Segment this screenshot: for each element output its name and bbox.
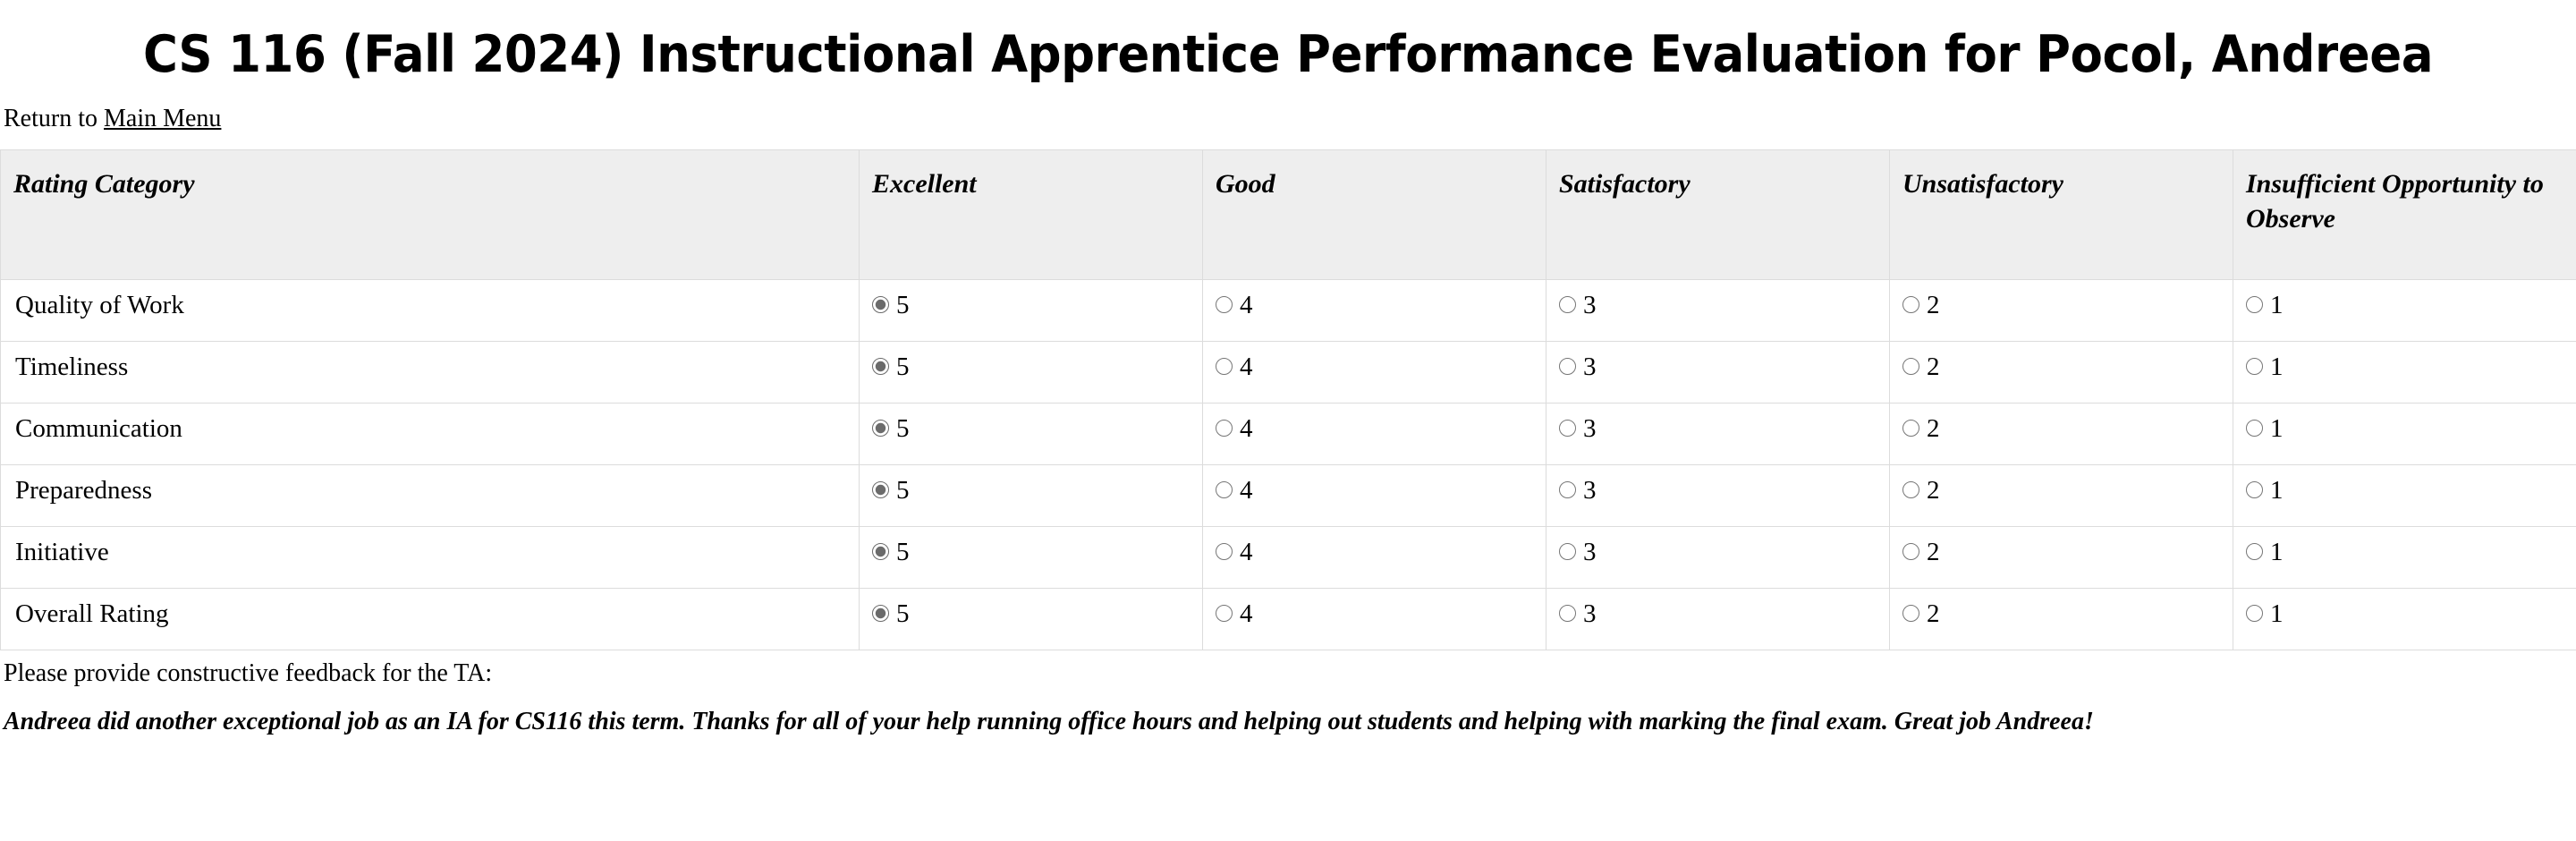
radio-row2-value5[interactable] [872,420,889,437]
rating-option-cell [2233,341,2576,403]
rating-option-label: 5 [896,599,910,628]
radio-row0-value3[interactable] [1559,296,1576,313]
rating-option-4[interactable] [1216,539,1253,565]
rating-option-3[interactable] [1559,354,1597,380]
rating-option-cell [1890,588,2233,650]
rating-option-5[interactable] [872,413,910,443]
radio-row0-value2[interactable] [1902,296,1919,313]
rating-option-2[interactable] [1902,413,1940,443]
radio-row4-value2[interactable] [1902,543,1919,560]
rating-option-3[interactable] [1559,475,1597,505]
radio-row1-value5[interactable] [872,358,889,375]
evaluation-page [0,27,2576,738]
rating-option-2[interactable] [1902,601,1940,627]
rating-option-label: 3 [1583,475,1597,505]
radio-row4-value3[interactable] [1559,543,1576,560]
radio-row1-value1[interactable] [2246,358,2263,375]
table-row [1,526,2576,588]
rating-option-label: 2 [1927,413,1940,443]
rating-option-label: 1 [2270,352,2284,381]
rating-option-label: 5 [896,537,910,566]
rating-option-cell [1890,403,2233,464]
radio-row5-value4[interactable] [1216,605,1233,622]
rating-option-cell [2233,588,2576,650]
rating-option-cell [1890,279,2233,341]
rating-option-1[interactable] [2246,539,2284,565]
rating-option-cell [1890,341,2233,403]
feedback-prompt: Please provide constructive feedback for the TA: [4,658,493,687]
rating-option-cell [2233,526,2576,588]
return-to-main-menu [4,105,2576,133]
return-prefix-label: Return to [4,104,104,132]
rating-option-cell [1203,464,1546,526]
rating-option-label: 4 [1240,599,1253,628]
rating-option-cell [1546,588,1890,650]
rating-option-cell [860,464,1203,526]
rating-option-label: 4 [1240,290,1253,319]
rating-option-label: 3 [1583,599,1597,628]
radio-row3-value2[interactable] [1902,481,1919,498]
rating-option-label: 5 [896,290,910,319]
table-row [1,588,2576,650]
rating-option-cell [2233,403,2576,464]
rating-option-cell [860,526,1203,588]
table-header [1,149,2576,279]
rating-option-label: 3 [1583,413,1597,443]
rating-category-cell: Preparedness [1,464,860,526]
radio-row5-value3[interactable] [1559,605,1576,622]
table-row [1,403,2576,464]
rating-option-cell [860,279,1203,341]
rating-option-1[interactable] [2246,475,2284,505]
rating-option-4[interactable] [1216,601,1253,627]
table-header-row [1,149,2576,279]
main-menu-link[interactable]: Main Menu [104,104,222,132]
rating-option-cell [860,588,1203,650]
rating-option-label: 1 [2270,599,2284,628]
rating-option-cell [1890,464,2233,526]
rating-option-label: 4 [1240,475,1253,505]
rating-option-5[interactable] [872,601,910,627]
rating-option-label: 4 [1240,352,1253,381]
radio-row2-value2[interactable] [1902,420,1919,437]
column-header-excellent: Excellent [860,149,1203,279]
rating-option-cell [1203,279,1546,341]
rating-category-cell: Quality of Work [1,279,860,341]
feedback-text: Andreea did another exceptional job as an IA for CS116 this term. Thanks for all of your help running office hours and helping out students and helping with marking the final exam. Great job Andreea! [4,707,2094,735]
rating-option-cell [1546,341,1890,403]
rating-option-label: 1 [2270,475,2284,505]
rating-option-cell [1890,526,2233,588]
rating-option-cell [1546,403,1890,464]
rating-option-cell [1203,526,1546,588]
rating-option-5[interactable] [872,290,910,319]
radio-row0-value5[interactable] [872,296,889,313]
rating-option-label: 4 [1240,537,1253,566]
rating-option-5[interactable] [872,475,910,505]
table-row [1,279,2576,341]
rating-option-label: 3 [1583,290,1597,319]
rating-option-1[interactable] [2246,601,2284,627]
radio-row3-value1[interactable] [2246,481,2263,498]
rating-option-label: 4 [1240,413,1253,443]
radio-row5-value1[interactable] [2246,605,2263,622]
rating-category-cell: Overall Rating [1,588,860,650]
table-row [1,341,2576,403]
radio-row0-value4[interactable] [1216,296,1233,313]
rating-category-cell: Initiative [1,526,860,588]
rating-option-label: 5 [896,413,910,443]
rating-option-2[interactable] [1902,354,1940,380]
rating-option-3[interactable] [1559,539,1597,565]
column-header-good: Good [1203,149,1546,279]
rating-option-cell [1546,464,1890,526]
rating-option-cell [1546,279,1890,341]
column-header-rating-category: Rating Category [1,149,860,279]
rating-option-3[interactable] [1559,290,1597,319]
rating-option-label: 3 [1583,537,1597,566]
rating-option-label: 5 [896,352,910,381]
rating-option-4[interactable] [1216,413,1253,443]
column-header-insufficient-opportunity: Insufficient Opportunity to Observe [2233,149,2576,279]
rating-option-1[interactable] [2246,290,2284,319]
rating-option-label: 2 [1927,537,1940,566]
rating-option-1[interactable] [2246,354,2284,380]
rating-option-cell [2233,464,2576,526]
radio-row1-value4[interactable] [1216,358,1233,375]
rating-option-label: 3 [1583,352,1597,381]
rating-option-cell [860,341,1203,403]
rating-option-4[interactable] [1216,475,1253,505]
rating-category-cell: Communication [1,403,860,464]
rating-option-5[interactable] [872,354,910,380]
rating-option-label: 2 [1927,290,1940,319]
page-title: CS 116 (Fall 2024) Instructional Apprentice Performance Evaluation for Pocol, Andreea [142,25,2433,84]
rating-option-3[interactable] [1559,601,1597,627]
radio-row1-value3[interactable] [1559,358,1576,375]
radio-row4-value5[interactable] [872,543,889,560]
radio-row2-value4[interactable] [1216,420,1233,437]
column-header-unsatisfactory: Unsatisfactory [1890,149,2233,279]
rating-option-cell [1203,588,1546,650]
rating-option-label: 1 [2270,290,2284,319]
radio-row2-value3[interactable] [1559,420,1576,437]
rating-option-label: 1 [2270,537,2284,566]
rating-category-cell: Timeliness [1,341,860,403]
radio-row3-value3[interactable] [1559,481,1576,498]
radio-row2-value1[interactable] [2246,420,2263,437]
rating-option-label: 1 [2270,413,2284,443]
radio-row5-value2[interactable] [1902,605,1919,622]
rating-option-4[interactable] [1216,354,1253,380]
rating-option-label: 2 [1927,475,1940,505]
rating-option-cell [860,403,1203,464]
rating-option-cell [1546,526,1890,588]
rating-option-1[interactable] [2246,413,2284,443]
rating-option-2[interactable] [1902,475,1940,505]
radio-row3-value5[interactable] [872,481,889,498]
rating-option-5[interactable] [872,539,910,565]
radio-row0-value1[interactable] [2246,296,2263,313]
radio-row1-value2[interactable] [1902,358,1919,375]
radio-row4-value4[interactable] [1216,543,1233,560]
radio-row4-value1[interactable] [2246,543,2263,560]
rating-option-2[interactable] [1902,539,1940,565]
rating-option-4[interactable] [1216,290,1253,319]
rating-option-3[interactable] [1559,413,1597,443]
column-header-satisfactory: Satisfactory [1546,149,1890,279]
rating-option-cell [1203,341,1546,403]
rating-option-label: 5 [896,475,910,505]
rating-option-cell [2233,279,2576,341]
rating-option-cell [1203,403,1546,464]
ratings-table [0,149,2576,650]
rating-option-2[interactable] [1902,290,1940,319]
table-row [1,464,2576,526]
rating-option-label: 2 [1927,352,1940,381]
rating-option-label: 2 [1927,599,1940,628]
table-body [1,279,2576,650]
radio-row5-value5[interactable] [872,605,889,622]
radio-row3-value4[interactable] [1216,481,1233,498]
